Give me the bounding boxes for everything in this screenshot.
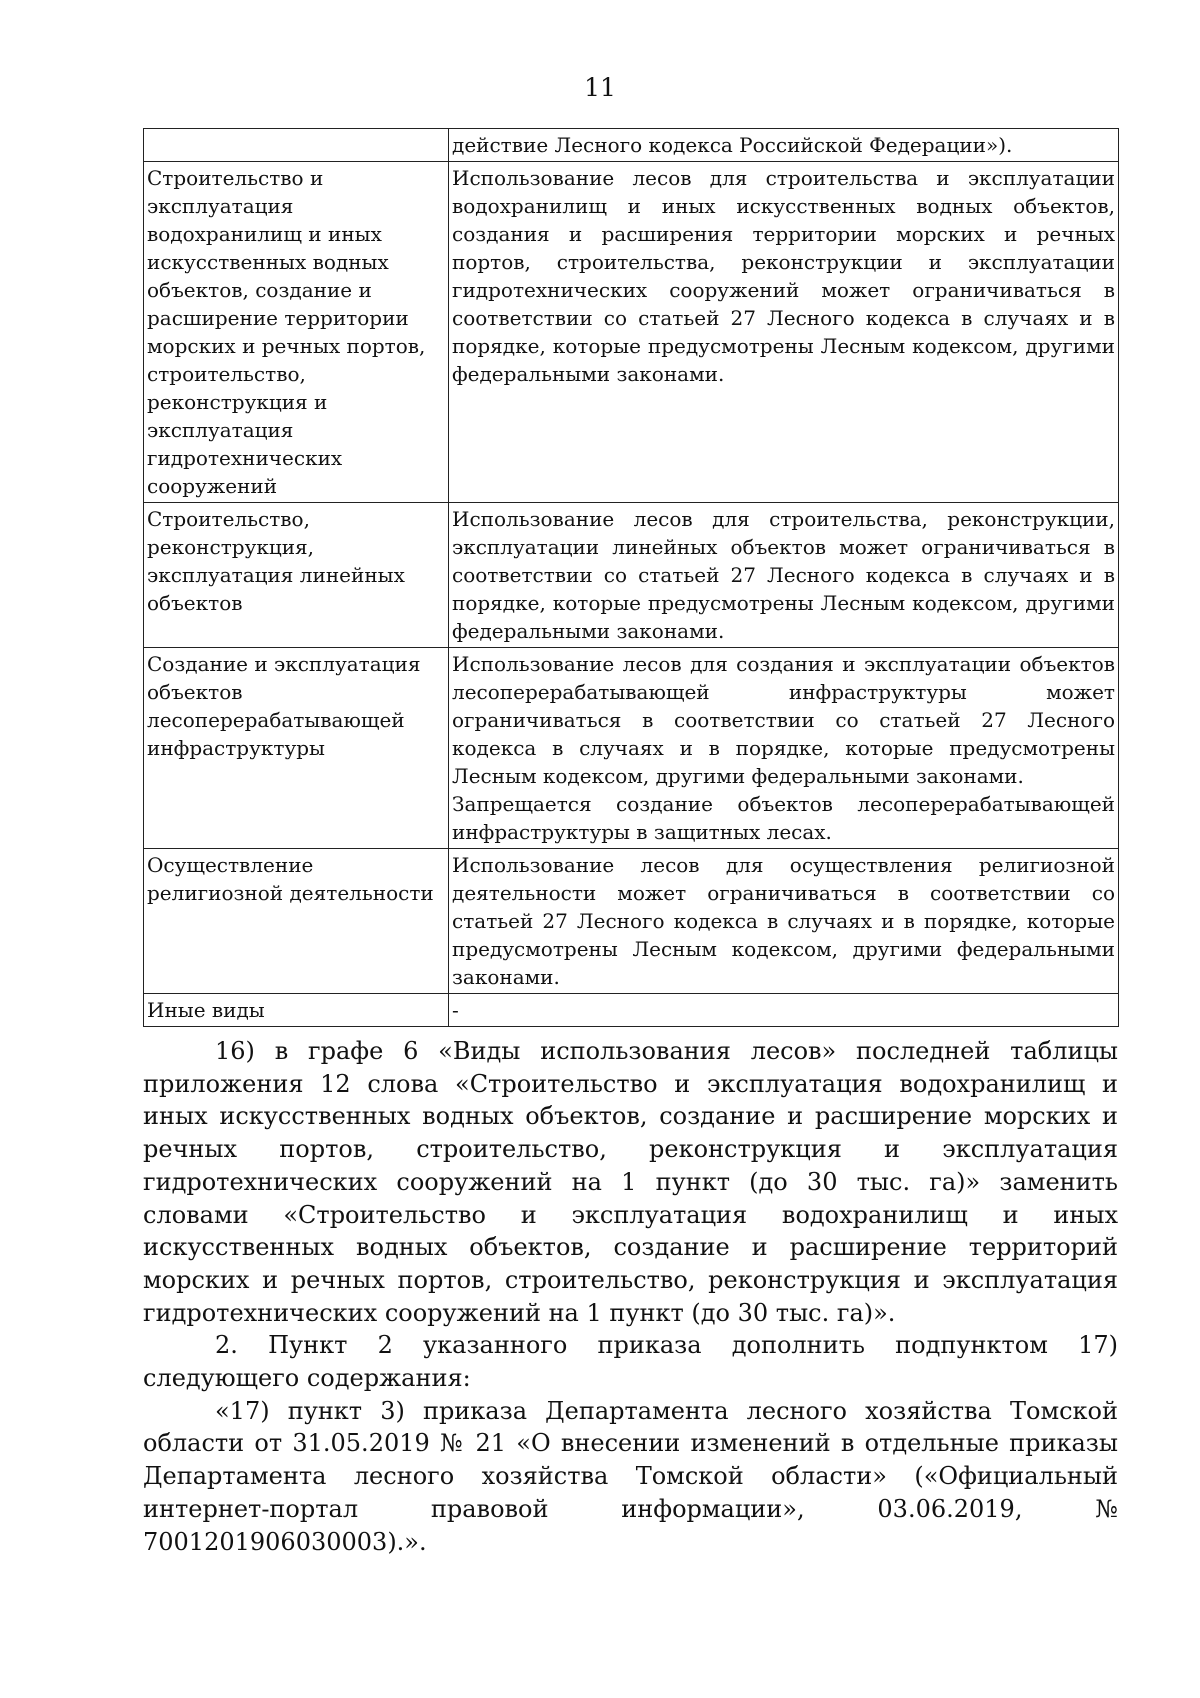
description-text: Использование лесов для осуществления религиозной деятельности может ограничиваться в соответствии со статьей 27 Лесного кодекса в случаях и в порядке, которые предусмотрены Лесным кодексом, другими федеральными законами. — [452, 853, 1115, 989]
paragraph-item-16: 16) в графе 6 «Виды использования лесов» последней таблицы приложения 12 слова «Строительство и эксплуатация водохранилищ и иных искусственных водных объектов, создание и расширение морских и речных портов, строительство, реконструкция и эксплуатация гидротехнических сооружений на 1 пункт (до 30 тыс. га)» заменить словами «Строительство и эксплуатация водохранилищ и иных искусственных водных объектов, создание и расширение территорий морских и речных портов, строительство, реконструкция и эксплуатация гидротехнических сооружений на 1 пункт (до 30 тыс. га)». — [143, 1037, 1118, 1327]
paragraph-point-2: 2. Пункт 2 указанного приказа дополнить подпунктом 17) следующего содержания: — [143, 1331, 1118, 1393]
description-text: - — [452, 998, 459, 1022]
forest-use-description-cell — [449, 129, 1119, 162]
table-row — [144, 503, 1119, 648]
table-row — [144, 162, 1119, 503]
description-text: Использование лесов для строительства и эксплуатации водохранилищ и иных искусственных водных объектов, создания и расширения территории морских и речных портов, строительства, реконструкции и эксплуатации гидротехнических сооружений может ограничиваться в соответствии со статьей 27 Лесного кодекса в случаях и в порядке, которые предусмотрены Лесным кодексом, другими федеральными законами. — [452, 166, 1115, 386]
forest-use-type-cell: Создание и эксплуатация объектов лесоперерабатывающей инфраструктуры — [144, 648, 449, 849]
table-row — [144, 648, 1119, 849]
forest-use-type-cell: Строительство, реконструкция, эксплуатация линейных объектов — [144, 503, 449, 648]
forest-use-description-cell — [449, 849, 1119, 994]
amendment-text — [143, 1035, 1118, 1558]
forest-use-type-cell: Осуществление религиозной деятельности — [144, 849, 449, 994]
forest-use-description-cell — [449, 162, 1119, 503]
forest-use-type-cell: Строительство и эксплуатация водохранилищ и иных искусственных водных объектов, создание и расширение территории морских и речных портов, строительство, реконструкция и эксплуатация гидротехнических сооружений — [144, 162, 449, 503]
description-text: Запрещается создание объектов лесоперерабатывающей инфраструктуры в защитных лесах. — [452, 792, 1115, 844]
paragraph-subitem-17: «17) пункт 3) приказа Департамента лесного хозяйства Томской области от 31.05.2019 № 21 «О внесении изменений в отдельные приказы Департамента лесного хозяйства Томской области» («Официальный интернет-портал правовой информации», 03.06.2019, № 7001201906030003).». — [143, 1396, 1118, 1556]
table-row — [144, 994, 1119, 1027]
description-text: действие Лесного кодекса Российской Федерации»). — [452, 133, 1013, 157]
forest-use-description-cell — [449, 503, 1119, 648]
forest-use-description-cell — [449, 994, 1119, 1027]
forest-use-type-cell: Иные виды — [144, 994, 449, 1027]
description-text: Использование лесов для создания и эксплуатации объектов лесоперерабатывающей инфраструктуры может ограничиваться в соответствии со статьей 27 Лесного кодекса в случаях и в порядке, которые предусмотрены Лесным кодексом, другими федеральными законами. — [452, 652, 1115, 788]
table-row — [144, 849, 1119, 994]
forest-use-description-cell — [449, 648, 1119, 849]
description-text: Использование лесов для строительства, реконструкции, эксплуатации линейных объектов может ограничиваться в соответствии со статьей 27 Лесного кодекса в случаях и в порядке, которые предусмотрены Лесным кодексом, другими федеральными законами. — [452, 507, 1115, 643]
forest-use-table — [143, 128, 1119, 1027]
forest-use-type-cell — [144, 129, 449, 162]
page-number: 11 — [584, 73, 616, 102]
table-row — [144, 129, 1119, 162]
